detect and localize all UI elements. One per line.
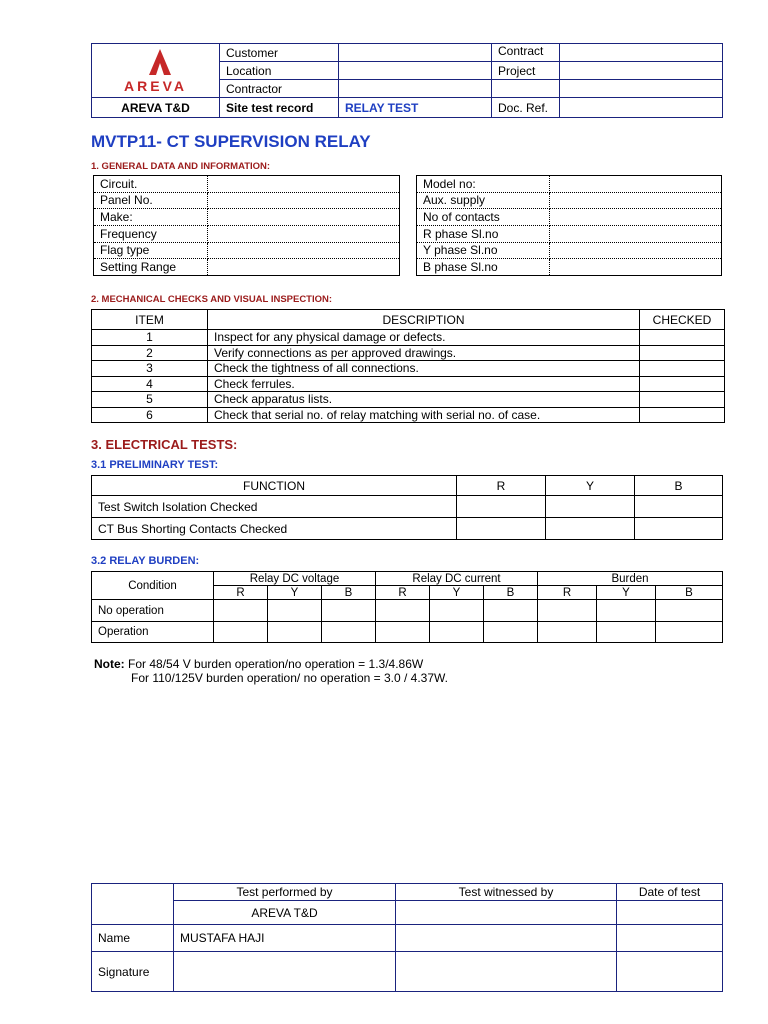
performer-company: AREVA T&D bbox=[174, 901, 396, 925]
relay-burden-table: Condition Relay DC voltage Relay DC current Burden R Y B R Y B R Y B No operation Operation bbox=[91, 571, 723, 643]
date-of-test-value[interactable] bbox=[617, 901, 723, 925]
table-row: 4 Check ferrules. bbox=[92, 376, 725, 392]
table-row: 2 Verify connections as per approved drawings. bbox=[92, 345, 725, 361]
doc-ref-value[interactable] bbox=[560, 98, 723, 118]
note-line2: For 110/125V burden operation/ no operation = 3.0 / 4.37W. bbox=[131, 671, 448, 685]
table-row: Operation bbox=[92, 621, 723, 642]
table-row: No operation bbox=[92, 600, 723, 621]
section3-heading: 3. ELECTRICAL TESTS: bbox=[91, 437, 238, 452]
table-row: 1 Inspect for any physical damage or defects. bbox=[92, 330, 725, 346]
contract-label: Contract bbox=[492, 44, 560, 62]
contractor-value[interactable] bbox=[339, 80, 492, 98]
table-row: Test Switch Isolation Checked bbox=[92, 496, 723, 518]
site-test-record: Site test record bbox=[220, 98, 339, 118]
note bbox=[94, 657, 448, 685]
company-name: AREVA T&D bbox=[92, 98, 220, 118]
performer-signature[interactable] bbox=[174, 952, 396, 992]
relay-test-label: RELAY TEST bbox=[339, 98, 492, 118]
signature-label: Signature bbox=[92, 952, 174, 992]
contractor-label: Contractor bbox=[220, 80, 339, 98]
logo-cell bbox=[92, 44, 220, 98]
general-data-right: Model no: Aux. supply No of contacts R phase Sl.no Y phase Sl.no B phase Sl.no bbox=[416, 175, 722, 276]
table-row: 5 Check apparatus lists. bbox=[92, 392, 725, 408]
prelim-heading: 3.1 PRELIMINARY TEST: bbox=[91, 459, 219, 471]
witness-name[interactable] bbox=[396, 925, 617, 952]
customer-label: Customer bbox=[220, 44, 339, 62]
location-label: Location bbox=[220, 62, 339, 80]
note-label: Note: bbox=[94, 657, 125, 671]
name-label: Name bbox=[92, 925, 174, 952]
section2-heading: 2. MECHANICAL CHECKS AND VISUAL INSPECTION: bbox=[91, 294, 333, 305]
project-value[interactable] bbox=[560, 62, 723, 80]
burden-heading: 3.2 RELAY BURDEN: bbox=[91, 555, 200, 567]
header-table bbox=[91, 43, 723, 118]
logo-text: AREVA bbox=[124, 78, 187, 94]
test-witnessed-by-label: Test witnessed by bbox=[396, 884, 617, 901]
customer-value[interactable] bbox=[339, 44, 492, 62]
contract-value[interactable] bbox=[560, 44, 723, 62]
test-performed-by-label: Test performed by bbox=[174, 884, 396, 901]
general-data-left: Circuit. Panel No. Make: Frequency Flag type Setting Range bbox=[93, 175, 400, 276]
areva-logo-icon bbox=[126, 47, 186, 77]
table-row: 3 Check the tightness of all connections. bbox=[92, 361, 725, 377]
location-value[interactable] bbox=[339, 62, 492, 80]
performer-name: MUSTAFA HAJI bbox=[174, 925, 396, 952]
note-line1: For 48/54 V burden operation/no operation = 1.3/4.86W bbox=[128, 657, 424, 671]
date-of-test-label: Date of test bbox=[617, 884, 723, 901]
preliminary-test-table: FUNCTION R Y B Test Switch Isolation Checked CT Bus Shorting Contacts Checked bbox=[91, 475, 723, 540]
table-row: CT Bus Shorting Contacts Checked bbox=[92, 518, 723, 540]
witness-signature[interactable] bbox=[396, 952, 617, 992]
section1-heading: 1. GENERAL DATA AND INFORMATION: bbox=[91, 161, 271, 172]
signoff-table bbox=[91, 883, 723, 992]
page-title: MVTP11- CT SUPERVISION RELAY bbox=[91, 132, 371, 151]
project-label: Project bbox=[492, 62, 560, 80]
mechanical-checks-table: ITEM DESCRIPTION CHECKED 1 Inspect for any physical damage or defects. 2 Verify connections as per approved drawings. 3 Check the tightness of all connections. 4 Check ferrules. 5 Check apparatus lists. 6 Check that serial no. of relay matching with serial no. of case. bbox=[91, 309, 725, 423]
table-row: 6 Check that serial no. of relay matching with serial no. of case. bbox=[92, 407, 725, 423]
doc-ref-label: Doc. Ref. bbox=[492, 98, 560, 118]
